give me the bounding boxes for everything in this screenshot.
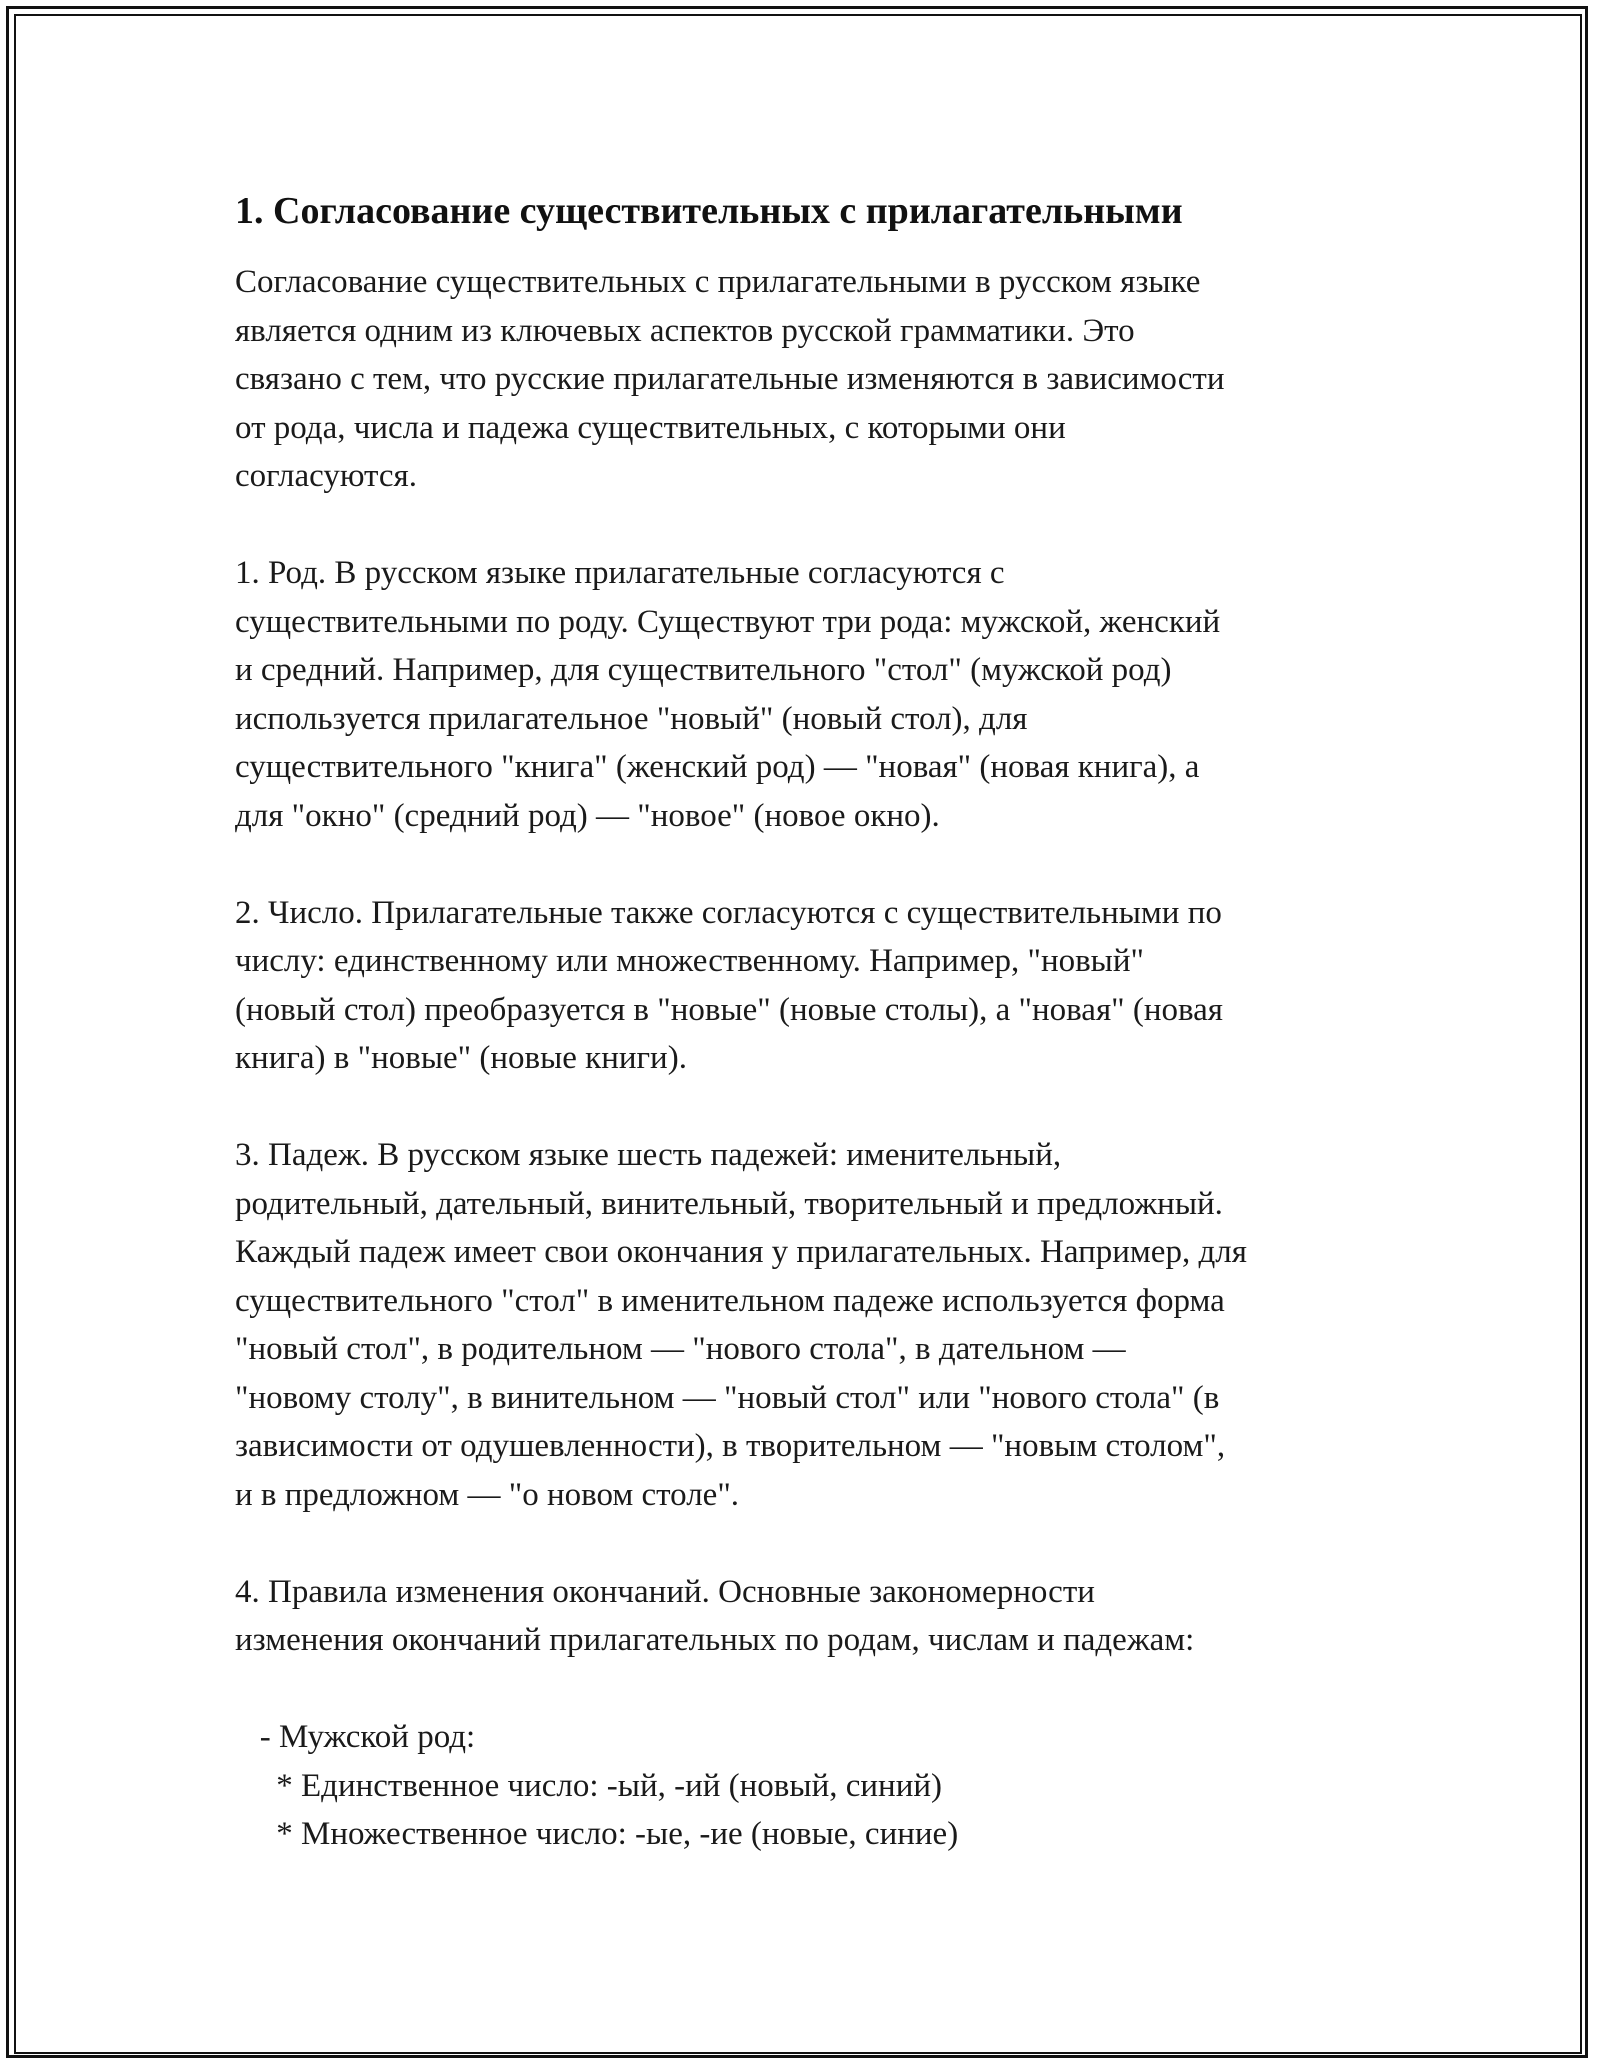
section-heading: 1. Согласование существительных с прилагательными: [235, 190, 1183, 232]
case-paragraph: 3. Падеж. В русском языке шесть падежей: именительный, родительный, дательный, винительный, творительный и предложный. Каждый падеж имеет свои окончания у прилагательных. Например, для существительного "стол" в именительном падеже используется форма "новый стол", в родительном — "нового стола", в дательном — "новому столу", в винительном — "новый стол" или "нового стола" (в зависимости от одушевленности), в творительном — "новым столом", и в предложном — "о новом столе".: [235, 1137, 1247, 1513]
intro-paragraph: Согласование существительных с прилагательными в русском языке является одним из ключевых аспектов русской грамматики. Это связано с тем, что русские прилагательные изменяются в зависимости от рода, числа и падежа существительных, с которыми они согласуются.: [235, 264, 1225, 494]
document-body: [235, 186, 1385, 1859]
number-paragraph: 2. Число. Прилагательные также согласуются с существительными по числу: единственному или множественному. Например, "новый" (новый стол) преобразуется в "новые" (новые столы), а "новая" (новая книга) в "новые" (новые книги).: [235, 894, 1223, 1076]
list-item: * Единственное число: -ый, -ий (новый, синий): [235, 1767, 943, 1804]
gender-paragraph: 1. Род. В русском языке прилагательные согласуются с существительными по роду. Существуют три рода: мужской, женский и средний. Например, для существительного "стол" (мужской род) используется прилагательное "новый" (новый стол), для существительного "книга" (женский род) — "новая" (новая книга), а для "окно" (средний род) — "новое" (новое окно).: [235, 555, 1221, 834]
list-item: * Множественное число: -ые, -ие (новые, синие): [235, 1816, 959, 1852]
list-group-masculine: - Мужской род:: [235, 1719, 476, 1755]
endings-rules-paragraph: 4. Правила изменения окончаний. Основные закономерности изменения окончаний прилагательных по родам, числам и падежам:: [235, 1573, 1195, 1658]
endings-list: [235, 1713, 1385, 1859]
